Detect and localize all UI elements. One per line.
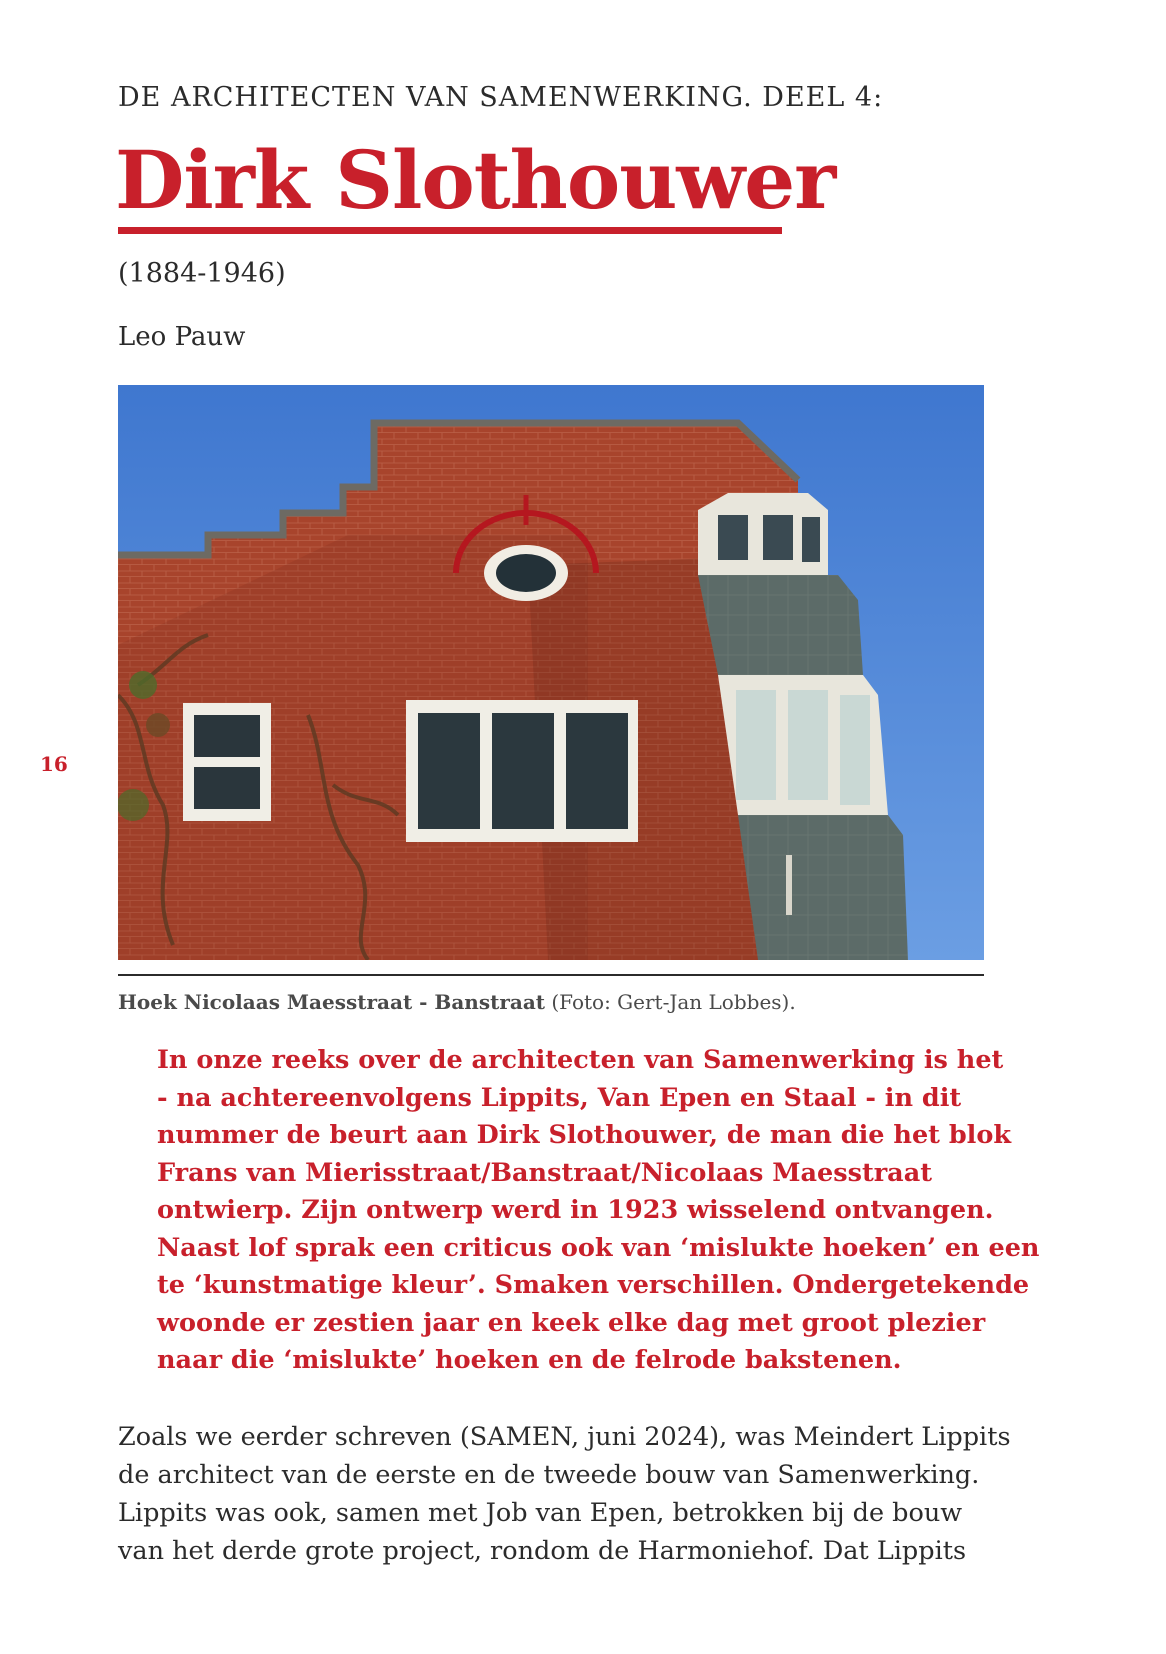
- body-line: Zoals we eerder schreven (SAMEN, juni 2024), was Meindert Lippits: [118, 1422, 1011, 1452]
- intro-line: naar die ‘mislukte’ hoeken en de felrode bakstenen.: [157, 1345, 902, 1375]
- caption-period: .: [789, 990, 796, 1014]
- photo-brick-building-corner: [118, 385, 984, 960]
- intro-line: nummer de beurt aan Dirk Slothouwer, de man die het blok: [157, 1120, 1012, 1150]
- photo-caption: [118, 990, 796, 1014]
- body-line: Lippits was ook, samen met Job van Epen, betrokken bij de bouw: [118, 1498, 963, 1528]
- body-paragraph: [118, 1418, 1011, 1570]
- intro-line: woonde er zestien jaar en keek elke dag met groot plezier: [157, 1307, 986, 1338]
- life-years: (1884-1946): [118, 258, 286, 289]
- body-line: de architect van de eerste en de tweede bouw van Samenwerking.: [118, 1460, 980, 1490]
- intro-paragraph: [157, 1042, 1040, 1380]
- caption-location: Hoek Nicolaas Maesstraat - Banstraat: [118, 990, 546, 1014]
- article-title: Dirk Slothouwer: [115, 133, 836, 227]
- series-label: DE ARCHITECTEN VAN SAMENWERKING. DEEL 4:: [118, 82, 884, 113]
- intro-line: - na achtereenvolgens Lippits, Van Epen en Staal - in dit: [157, 1082, 962, 1113]
- intro-line: te ‘kunstmatige kleur’. Smaken verschillen. Ondergetekende: [157, 1270, 1030, 1300]
- intro-line: ontwierp. Zijn ontwerp werd in 1923 wisselend ontvangen.: [157, 1195, 994, 1225]
- intro-line: Naast lof sprak een criticus ook van ‘mislukte hoeken’ en een: [157, 1232, 1040, 1263]
- page-number: 16: [40, 752, 68, 776]
- intro-line: Frans van Mierisstraat/Banstraat/Nicolaas Maesstraat: [157, 1157, 933, 1188]
- intro-line: In onze reeks over de architecten van Samenwerking is het: [157, 1045, 1004, 1075]
- author-name: Leo Pauw: [118, 322, 246, 352]
- title-underline: [118, 227, 782, 234]
- caption-rule: [118, 974, 984, 976]
- caption-credit: (Foto: Gert-Jan Lobbes): [551, 990, 790, 1014]
- body-line: van het derde grote project, rondom de Harmoniehof. Dat Lippits: [118, 1536, 967, 1566]
